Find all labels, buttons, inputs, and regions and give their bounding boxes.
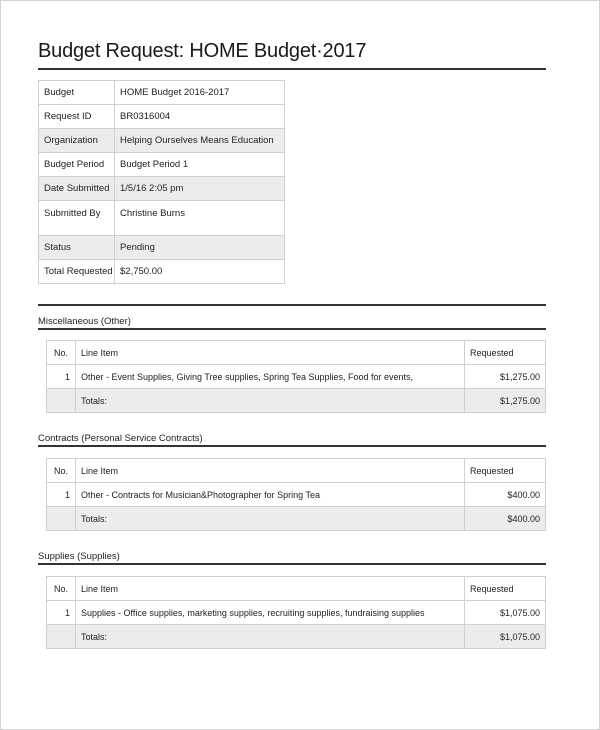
info-value: Christine Burns [115,201,285,236]
row-line-item: Other - Contracts for Musician&Photographer for Spring Tea [76,483,465,507]
info-label: Date Submitted [39,177,115,201]
totals-row [47,507,546,531]
row-line-item: Other - Event Supplies, Giving Tree supplies, Spring Tea Supplies, Food for events, [76,365,465,389]
page-title: Budget Request: HOME Budget·2017 [38,40,367,62]
section-rule [38,445,546,447]
header-requested: Requested [465,459,546,483]
totals-amount: $1,075.00 [465,625,546,649]
header-line-item: Line Item [76,459,465,483]
section-title-supplies: Supplies (Supplies) [38,551,120,562]
section-table-miscellaneous [46,340,546,413]
table-row [47,601,546,625]
info-value: Budget Period 1 [115,153,285,177]
info-label: Organization [39,129,115,153]
row-no: 1 [47,601,76,625]
header-no: No. [47,459,76,483]
section-title-miscellaneous: Miscellaneous (Other) [38,316,131,327]
row-amount: $400.00 [465,483,546,507]
totals-empty [47,625,76,649]
info-value: Helping Ourselves Means Education [115,129,285,153]
row-no: 1 [47,365,76,389]
header-requested: Requested [465,341,546,365]
info-row-budget [39,81,285,105]
section-table-contracts [46,458,546,531]
info-label: Request ID [39,105,115,129]
table-header-row [47,459,546,483]
table-row [47,483,546,507]
info-label: Status [39,236,115,260]
totals-empty [47,507,76,531]
info-value: Pending [115,236,285,260]
table-header-row [47,341,546,365]
section-title-contracts: Contracts (Personal Service Contracts) [38,433,203,444]
row-line-item: Supplies - Office supplies, marketing supplies, recruiting supplies, fundraising supplies [76,601,465,625]
info-label: Submitted By [39,201,115,236]
header-line-item: Line Item [76,341,465,365]
request-info-table [38,80,285,284]
info-label: Budget Period [39,153,115,177]
section-table-supplies [46,576,546,649]
section-rule [38,563,546,565]
info-row-budget-period [39,153,285,177]
section-rule [38,328,546,330]
info-row-organization [39,129,285,153]
table-header-row [47,577,546,601]
row-amount: $1,275.00 [465,365,546,389]
totals-row [47,625,546,649]
info-row-date-submitted [39,177,285,201]
title-rule [38,68,546,70]
totals-label: Totals: [76,507,465,531]
totals-amount: $400.00 [465,507,546,531]
header-requested: Requested [465,577,546,601]
info-value: $2,750.00 [115,260,285,284]
info-label: Total Requested [39,260,115,284]
info-value: HOME Budget 2016-2017 [115,81,285,105]
totals-amount: $1,275.00 [465,389,546,413]
header-no: No. [47,341,76,365]
info-row-request-id [39,105,285,129]
info-value: 1/5/16 2:05 pm [115,177,285,201]
info-label: Budget [39,81,115,105]
header-line-item: Line Item [76,577,465,601]
info-row-submitted-by [39,201,285,236]
info-value: BR0316004 [115,105,285,129]
totals-label: Totals: [76,389,465,413]
table-row [47,365,546,389]
info-row-total-requested [39,260,285,284]
header-no: No. [47,577,76,601]
totals-row [47,389,546,413]
info-row-status [39,236,285,260]
row-no: 1 [47,483,76,507]
row-amount: $1,075.00 [465,601,546,625]
totals-label: Totals: [76,625,465,649]
totals-empty [47,389,76,413]
section-rule [38,304,546,306]
